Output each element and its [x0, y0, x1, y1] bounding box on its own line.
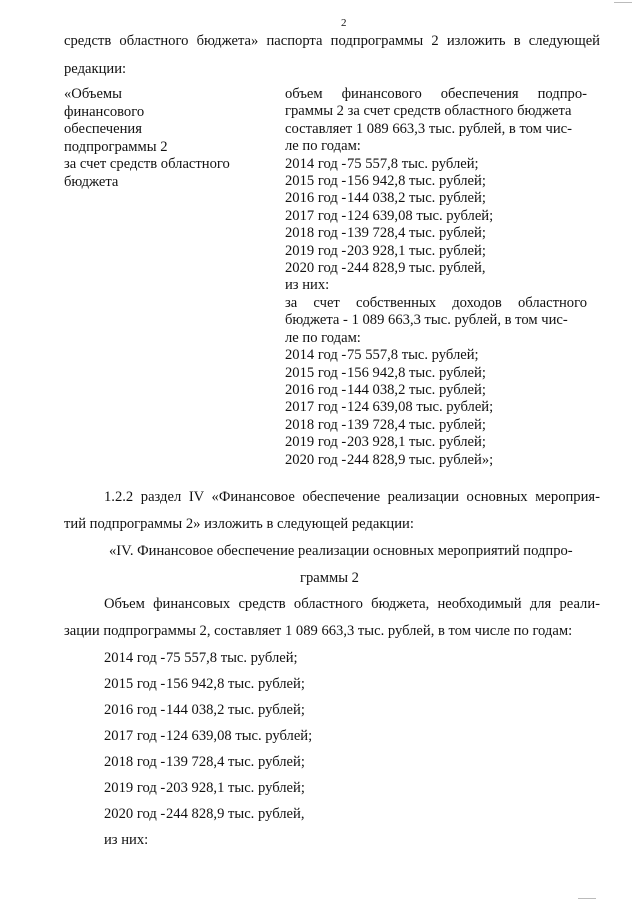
year-amount: 203 928,1 тыс. рублей; — [166, 780, 305, 796]
scan-corner-mark-bottom — [578, 898, 596, 899]
year-label: 2020 год - — [104, 806, 166, 822]
intro-line-1: средств областного бюджета» паспорта подпрограммы 2 изложить в следующей — [64, 33, 600, 49]
year-label: 2016 год - — [104, 702, 166, 718]
section-heading-line-1: «IV. Финансовое обеспечение реализации основных мероприятий подпро- — [109, 543, 573, 559]
right-cell-line: ле по годам: — [285, 138, 361, 155]
year-label: 2016 год - — [285, 381, 347, 398]
year-amount: 156 942,8 тыс. рублей; — [166, 676, 305, 692]
year-amount: 124 639,08 тыс. рублей; — [347, 399, 494, 416]
year-amount-row — [104, 677, 305, 692]
year-amount-row — [285, 156, 587, 173]
year-amount-row — [285, 434, 587, 451]
year-amount: 75 557,8 тыс. рублей; — [347, 155, 479, 172]
year-amount: 203 928,1 тыс. рублей; — [347, 434, 486, 451]
body-paragraph-line-2: зации подпрограммы 2, составляет 1 089 663,3 тыс. рублей, в том числе по годам: — [64, 623, 573, 639]
year-amount: 244 828,9 тыс. рублей»; — [347, 451, 494, 468]
year-amount: 144 038,2 тыс. рублей; — [347, 381, 486, 398]
year-label: 2017 год - — [104, 728, 166, 744]
year-amount-row — [285, 208, 587, 225]
year-amount: 156 942,8 тыс. рублей; — [347, 173, 486, 190]
year-amount-row — [104, 729, 312, 744]
year-label: 2018 год - — [285, 225, 347, 242]
year-label: 2018 год - — [285, 416, 347, 433]
year-amount-row — [104, 651, 298, 666]
year-amount: 139 728,4 тыс. рублей; — [347, 416, 486, 433]
intro-line-2: редакции: — [64, 61, 127, 77]
right-cell-line: составляет 1 089 663,3 тыс. рублей, в том чис- — [285, 120, 573, 137]
year-amount: 144 038,2 тыс. рублей; — [347, 190, 486, 207]
year-label: 2014 год - — [285, 347, 347, 364]
year-amount: 75 557,8 тыс. рублей; — [166, 650, 298, 666]
year-amount: 124 639,08 тыс. рублей; — [166, 728, 313, 744]
year-amount-row — [285, 365, 587, 382]
year-amount: 244 828,9 тыс. рублей, — [166, 806, 305, 822]
year-amount-row — [285, 173, 587, 190]
right-cell-line: ле по годам: — [285, 329, 361, 346]
left-cell-line: обеспечения — [64, 121, 142, 138]
year-label: 2019 год - — [104, 780, 166, 796]
year-label: 2014 год - — [285, 155, 347, 172]
scan-corner-mark-top — [614, 2, 632, 3]
year-amount-row — [104, 703, 305, 718]
year-amount-row — [104, 781, 305, 796]
year-amount: 124 639,08 тыс. рублей; — [347, 207, 494, 224]
year-label: 2020 год - — [285, 260, 347, 277]
left-cell-line: «Объемы — [64, 86, 122, 102]
year-amount: 244 828,9 тыс. рублей, — [347, 260, 486, 277]
year-label: 2018 год - — [104, 754, 166, 770]
year-amount: 203 928,1 тыс. рублей; — [347, 242, 486, 259]
left-cell-line: подпрограммы 2 — [64, 138, 168, 155]
year-label: 2019 год - — [285, 242, 347, 259]
year-amount: 75 557,8 тыс. рублей; — [347, 347, 479, 364]
right-cell-line: за счет собственных доходов областного — [285, 294, 587, 311]
year-label: 2019 год - — [285, 434, 347, 451]
left-cell-line: бюджета — [64, 173, 119, 190]
of-them-label: из них: — [285, 277, 330, 294]
year-label: 2014 год - — [104, 650, 166, 666]
year-label: 2015 год - — [104, 676, 166, 692]
item-1-2-2-line-1: 1.2.2 раздел IV «Финансовое обеспечение реализации основных мероприя- — [104, 489, 600, 505]
item-1-2-2-line-2: тий подпрограммы 2» изложить в следующей редакции: — [64, 516, 414, 532]
left-cell-line: финансового — [64, 103, 145, 120]
year-label: 2015 год - — [285, 173, 347, 190]
year-amount: 139 728,4 тыс. рублей; — [347, 225, 486, 242]
year-label: 2016 год - — [285, 190, 347, 207]
year-label: 2017 год - — [285, 207, 347, 224]
year-amount: 144 038,2 тыс. рублей; — [166, 702, 305, 718]
left-cell-line: за счет средств областного — [64, 156, 230, 173]
right-cell-line: объем финансового обеспечения подпро- — [285, 86, 587, 102]
passport-right-cell — [285, 86, 587, 469]
section-heading-line-2: граммы 2 — [300, 570, 359, 586]
year-amount-row — [104, 755, 305, 770]
year-amount-row — [285, 382, 587, 399]
page-number: 2 — [341, 17, 347, 29]
year-amount-row — [104, 807, 304, 822]
body-paragraph-line-1: Объем финансовых средств областного бюджета, необходимый для реали- — [104, 596, 600, 612]
of-them-label: из них: — [104, 832, 149, 848]
year-amount-row — [285, 347, 587, 364]
year-amount: 156 942,8 тыс. рублей; — [347, 364, 486, 381]
year-amount-row — [285, 225, 587, 242]
year-amount-row — [285, 190, 587, 207]
year-amount-row — [285, 417, 587, 434]
year-label: 2017 год - — [285, 399, 347, 416]
right-cell-line: граммы 2 за счет средств областного бюджета — [285, 103, 572, 120]
year-amount-row — [285, 452, 587, 469]
year-amount: 139 728,4 тыс. рублей; — [166, 754, 305, 770]
passport-left-cell — [64, 86, 254, 192]
year-amount-row — [285, 260, 587, 277]
year-amount-row — [285, 399, 587, 416]
year-amount-row — [285, 243, 587, 260]
year-label: 2015 год - — [285, 364, 347, 381]
year-label: 2020 год - — [285, 451, 347, 468]
right-cell-line: бюджета - 1 089 663,3 тыс. рублей, в том чис- — [285, 312, 568, 329]
